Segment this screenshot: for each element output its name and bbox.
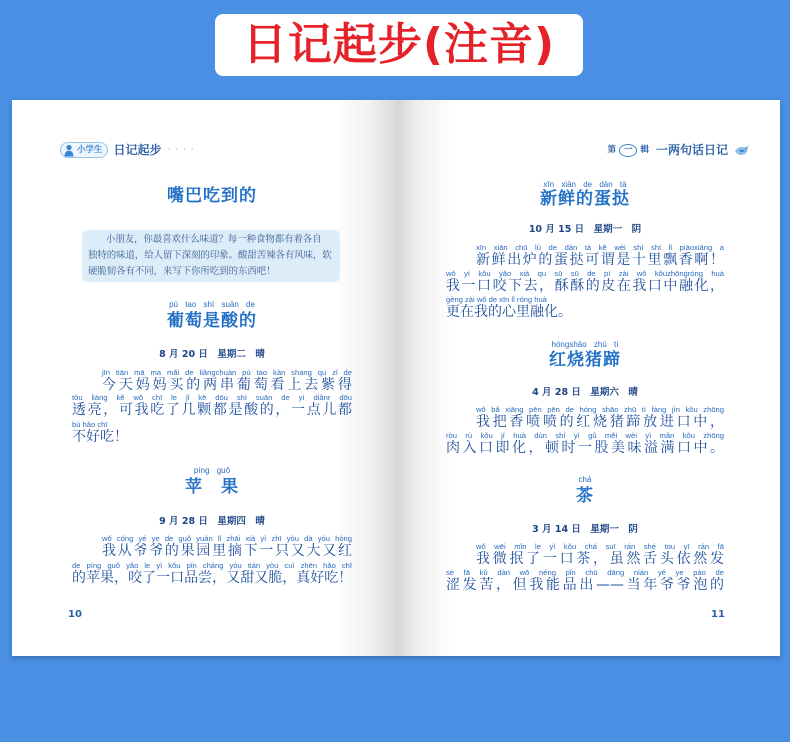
pinyin-line: de píng guǒ yǎo le yì kǒu pǐn cháng yòu tián yòu cuì zhēn hǎo chī — [72, 561, 352, 570]
page-number-left: 10 — [68, 609, 82, 620]
entry-date: 3 月 14 日 星期一 阴 — [532, 524, 638, 535]
chapter-title: 嘴巴吃到的 — [167, 186, 257, 206]
intro-line: 独特的味道，给人留下深刻的印象。酸甜苦辣各有风味，软 — [88, 250, 332, 261]
entry-title: 苹 果 — [185, 477, 239, 497]
running-book-title: 日记起步 — [113, 143, 162, 157]
student-badge — [60, 142, 108, 158]
right-page — [396, 100, 780, 656]
section-title: 一两句话日记 — [655, 143, 728, 157]
title-banner — [215, 14, 583, 76]
text-line: 不好吃！ — [72, 429, 128, 445]
pinyin-line: bù hǎo chī — [72, 420, 108, 429]
pinyin-line: tòu liàng kě wǒ chī le jǐ kē dōu shì suān de yì diǎnr dōu — [72, 393, 352, 402]
pinyin-line: jīn tiān mā ma mǎi de liǎngchuàn pú tao kàn shang qu zǐ de — [102, 368, 352, 377]
entry-title: 红烧猪蹄 — [549, 350, 621, 370]
pinyin-line: wǒ yì kǒu yǎo xià qu sū sū de pí zài wǒ kǒuzhōngróng huà — [446, 269, 724, 278]
entry-date: 8 月 20 日 星期二 晴 — [159, 349, 265, 360]
text-line: 我把香喷喷的红烧猪蹄放进口中， — [476, 414, 724, 430]
entry-title: 新鲜的蛋挞 — [540, 189, 630, 209]
text-line: 新鲜出炉的蛋挞可谓是十里飘香啊！ — [476, 252, 724, 268]
entry-title: 葡萄是酸的 — [167, 311, 257, 331]
pinyin-line: ròu rù kǒu jí huà dùn shí yì gǔ měi wèi yì mǎn kǒu zhōng — [446, 431, 724, 440]
text-line: 我从爷爷的果园里摘下一只又大又红 — [102, 543, 352, 559]
section-number: 一 — [619, 144, 638, 157]
open-book — [12, 100, 780, 656]
student-figure-icon — [63, 144, 75, 157]
text-line: 更在我的心里融化。 — [446, 304, 572, 320]
intro-line: 小朋友，你最喜欢什么味道？每一种食物都有着各自 — [106, 234, 322, 245]
entry-date: 4 月 28 日 星期六 晴 — [532, 387, 638, 398]
badge-label: 小学生 — [77, 145, 103, 155]
text-line: 今天妈妈买的两串葡萄看上去紫得 — [102, 377, 352, 393]
entry-title-pinyin: píng guǒ — [193, 466, 231, 475]
left-page — [12, 100, 396, 656]
text-line: 涩发苦，但我能品出——当年爷爷泡的 — [446, 577, 724, 593]
header-dots: · · · · — [167, 145, 195, 155]
entry-title-pinyin: chá — [578, 475, 592, 484]
entry-date: 9 月 28 日 星期四 晴 — [159, 516, 265, 527]
pinyin-line: wǒ cóng yé ye de guǒ yuán lǐ zhāi xià yì zhī yòu dà yòu hóng — [102, 534, 352, 543]
pinyin-line: gèng zài wǒ de xīn lǐ róng huà — [446, 295, 547, 304]
pinyin-line: wǒ bǎ xiāng pēn pēn de hóng shāo zhū tí fàng jìn kǒu zhōng — [476, 405, 724, 414]
intro-box — [82, 230, 340, 282]
section-suffix: 辑 — [640, 145, 649, 155]
banner-title: 日记起步(注音) — [242, 19, 556, 70]
intro-line: 硬脆韧各有不同，来写下你所吃到的东西吧！ — [88, 266, 276, 277]
entry-date: 10 月 15 日 星期一 阴 — [528, 224, 642, 235]
bird-icon — [734, 144, 750, 156]
left-page-header — [60, 142, 195, 158]
section-prefix: 第 — [607, 145, 616, 155]
entry-title: 茶 — [576, 486, 594, 506]
text-line: 我一口咬下去，酥酥的皮在我口中融化， — [446, 278, 724, 294]
pinyin-line: sè fā kǔ dàn wǒ néng pǐn chū dāng nián yé ye pào de — [446, 568, 724, 577]
entry-title-pinyin: xīn xiān de dàn tà — [543, 180, 627, 189]
pinyin-line: wǒ wēi mǐn le yì kǒu chá suī rán shé tou yī rán fā — [476, 542, 724, 551]
pinyin-line: xīn xiān chū lú de dàn tà kě wèi shì shí lǐ piāoxiāng a — [476, 243, 724, 252]
text-line: 的苹果，咬了一口品尝，又甜又脆，真好吃！ — [72, 570, 352, 586]
right-page-header — [607, 142, 750, 158]
entry-title-pinyin: pú tao shì suān de — [169, 300, 255, 309]
page-number-right: 11 — [711, 609, 725, 620]
text-line: 透亮，可我吃了几颗都是酸的，一点儿都 — [72, 402, 352, 418]
text-line: 肉入口即化，顿时一股美味溢满口中。 — [446, 440, 724, 456]
entry-title-pinyin: hóngshāo zhū tí — [551, 340, 619, 349]
text-line: 我微抿了一口茶，虽然舌头依然发 — [476, 551, 724, 567]
